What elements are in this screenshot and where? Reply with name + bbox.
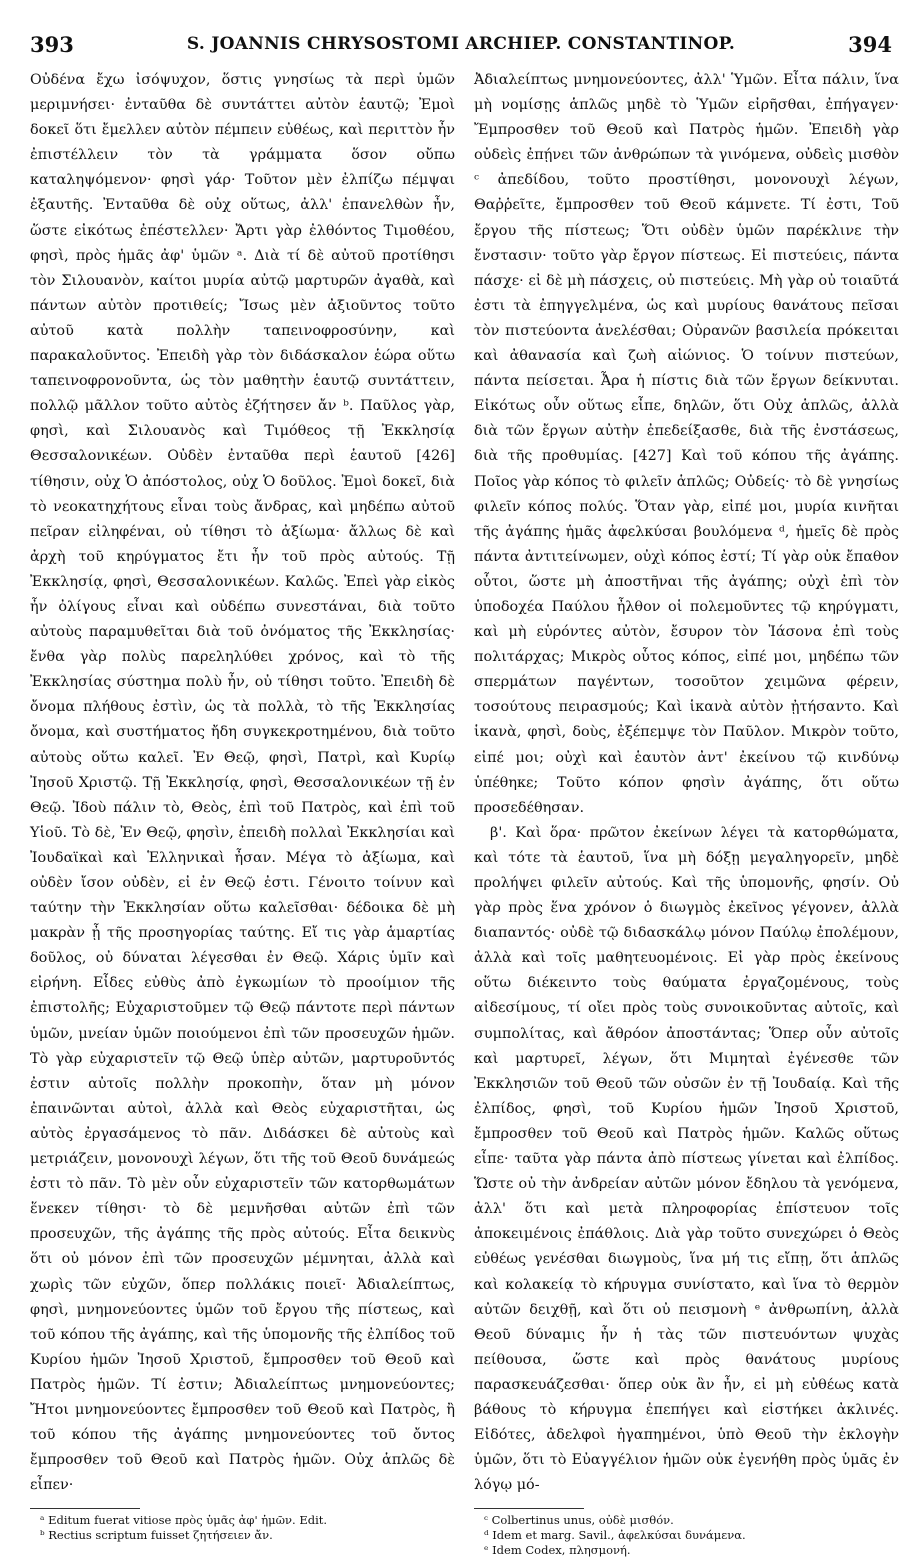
page-number-left: 393 (30, 32, 74, 57)
footnote-b: ᵇ Rectius scriptum fuisset ζητήσειεν ἄν. (40, 1528, 273, 1543)
footnote-divider (30, 1508, 140, 1509)
right-column-paragraph-1: Ἀδιαλείπτως μνημονεύοντες, ἀλλ' Ὑμῶν. Εἶτα πάλιν, ἵνα μὴ νομίσῃς ἁπλῶς μηδὲ τὸ Ὑμῶν εἰρῆσθαι, ἐπήγαγεν· Ἔμπροσθεν τοῦ Θεοῦ καὶ Πατρὸς ἡμῶν. Ἐπειδὴ γὰρ οὐδεὶς ἐπῄνει τῶν ἀνθρώπων τὰ γινόμενα, οὐδεὶς μισθὸν ᶜ ἀπεδίδου, τοῦτο προστίθησι, μονονουχὶ λέγων, Θαῤῥεῖτε, ἔμπροσθεν τοῦ Θεοῦ κάμνετε. Τί ἐστι, Τοῦ ἔργου τῆς πίστεως; Ὅτι οὐδὲν ὑμῶν παρέκλινε τὴν ἔνστασιν· τοῦτο γὰρ ἔργον πίστεως. Εἰ πιστεύεις, πάντα πάσχε· εἰ δὲ μὴ πάσχεις, οὐ πιστεύεις. Μὴ γὰρ οὐ τοιαῦτά ἐστι τὰ ἐπηγγελμένα, ὡς καὶ μυρίους θανάτους πεῖσαι τὸν πιστεύοντα ἀνελέσθαι; Οὐρανῶν βασιλεία πρόκειται καὶ ἀθανασία καὶ ζωὴ αἰώνιος. Ὁ τοίνυν πιστεύων, πάντα πείσεται. Ἆρα ἡ πίστις διὰ τῶν ἔργων δείκνυται. Εἰκότως οὖν οὕτως εἶπε, δηλῶν, ὅτι Οὐχ ἁπλῶς, ἀλλὰ διὰ τῶν ἔργων αὐτὴν ἐπεδείξασθε, διὰ τῆς ἐνστάσεως, διὰ τῆς προθυμίας. [427] Καὶ τοῦ κόπου τῆς ἀγάπης. Ποῖος γὰρ κόπος τὸ φιλεῖν ἁπλῶς; Οὐδείς· τὸ δὲ γνησίως φιλεῖν κόπος πολύς. Ὅταν γὰρ, εἰπέ μοι, μυρία κινῆται τῆς ἀγάπης ἡμᾶς ἀφελκύσαι βουλόμενα ᵈ, ἡμεῖς δὲ πρὸς πάντα ἀντιτείνωμεν, οὐχὶ κόπος ἐστί; Τί γὰρ οὐκ ἔπαθον οὗτοι, ὥστε μὴ ἀποστῆναι τῆς ἀγάπης; οὐχὶ ἐπὶ τὸν ὑποδοχέα Παύλου ἦλθον οἱ πολεμοῦντες τῷ κηρύγματι, καὶ μὴ εὑρόντες αὐτὸν, ἔσυρον τὸν Ἰάσονα ἐπὶ τοὺς πολιτάρχας; Μικρὸς οὗτος κόπος, εἰπέ μοι, μηδέπω τῶν σπερμάτων παγέντων, τοσοῦτον χειμῶνα φέρειν, τοσούτους πειρασμούς; Καὶ ἱκανὰ αὐτὸν ᾐτήσαντο. Καὶ ἱκανὰ, φησὶ, δοὺς, ἐξέπεμψε τὸν Παῦλον. Μικρὸν τοῦτο, εἰπέ μοι; οὐχὶ καὶ ἑαυτὸν ἀντ' ἐκείνου τῷ κινδύνῳ ὑπέθηκε; Τοῦτο κόπον φησὶν ἀγάπης, ὅτι οὕτω προσεδέθησαν. (474, 72, 899, 816)
page-header (30, 30, 892, 62)
left-column-text: Οὐδένα ἔχω ἰσόψυχον, ὅστις γνησίως τὰ περὶ ὑμῶν μεριμνήσει· ἐνταῦθα δὲ συντάττει αὐτὸν ἑαυτῷ; Ἐμοὶ δοκεῖ ὅτι ἔμελλεν αὐτὸν πέμπειν εὐθέως, καὶ περιττὸν ἦν ἐπιστέλλειν τὸν τὰ γράμματα ὅσον οὔπω καταληψόμενον· φησὶ γάρ· Τοῦτον μὲν ἐλπίζω πέμψαι ἐξαυτῆς. Ἐνταῦθα δὲ οὐχ οὕτως, ἀλλ' ἐπανελθὼν ἦν, ὥστε εἰκότως ἐπέστελλεν· Ἄρτι γὰρ ἐλθόντος Τιμοθέου, φησὶ, πρὸς ἡμᾶς ἀφ' ὑμῶν ᵃ. Διὰ τί δὲ αὐτοῦ προτίθησι τὸν Σιλουανὸν, καίτοι μυρία αὐτῷ μαρτυρῶν ἀγαθὰ, καὶ πάντων αὐτὸν προτιθείς; Ἴσως μὲν ἀξιοῦντος τοῦτο αὐτοῦ κατὰ πολλὴν ταπεινοφροσύνην, καὶ παρακαλοῦντος. Ἐπειδὴ γὰρ τὸν διδάσκαλον ἑώρα οὕτω ταπεινοφρονοῦντα, ὡς τὸν μαθητὴν ἑαυτῷ συντάττειν, πολλῷ μᾶλλον τοῦτο αὐτὸς ἐζήτησεν ἄν ᵇ. Παῦλος γὰρ, φησὶ, καὶ Σιλουανὸς καὶ Τιμόθεος τῇ Ἐκκλησίᾳ Θεσσαλονικέων. Οὐδὲν ἐνταῦθα περὶ ἑαυτοῦ [426] τίθησιν, οὐχ Ὁ ἀπόστολος, οὐχ Ὁ δοῦλος. Ἐμοὶ δοκεῖ, διὰ τὸ νεοκατηχήτους εἶναι τοὺς ἄνδρας, καὶ μηδέπω αὐτοῦ πεῖραν εἰληφέναι, οὐ τίθησι τὸ ἀξίωμα· ἄλλως δὲ καὶ ἀρχὴ τοῦ κηρύγματος ἔτι ἦν τοῦ πρὸς αὐτούς. Τῇ Ἐκκλησίᾳ, φησὶ, Θεσσαλονικέων. Καλῶς. Ἐπεὶ γὰρ εἰκὸς ἦν ὀλίγους εἶναι καὶ οὐδέπω συνεστάναι, διὰ τοῦτο αὐτοὺς παραμυθεῖται διὰ τοῦ ὀνόματος τῆς Ἐκκλησίας· ἔνθα γὰρ πολὺς παρεληλύθει χρόνος, καὶ τὸ τῆς Ἐκκλησίας σύστημα πολὺ ἦν, οὐ τίθησι τοῦτο. Ἐπειδὴ δὲ ὄνομα πλήθους ἐστὶν, ὡς τὰ πολλὰ, τὸ τῆς Ἐκκλησίας ὄνομα, καὶ συστήματος ἤδη συγκεκροτημένου, διὰ τοῦτο αὐτοὺς οὕτω καλεῖ. Ἐν Θεῷ, φησὶ, Πατρὶ, καὶ Κυρίῳ Ἰησοῦ Χριστῷ. Τῇ Ἐκκλησίᾳ, φησὶ, Θεσσαλονικέων τῇ ἐν Θεῷ. Ἰδοὺ πάλιν τὸ, Θεὸς, ἐπὶ τοῦ Πατρὸς, καὶ ἐπὶ τοῦ Υἱοῦ. Τὸ δὲ, Ἐν Θεῷ, φησὶν, ἐπειδὴ πολλαὶ Ἐκκλησίαι καὶ Ἰουδαϊκαὶ καὶ Ἑλληνικαὶ ἦσαν. Μέγα τὸ ἀξίωμα, καὶ οὐδὲν ἴσον οὐδὲν, εἰ ἐν Θεῷ ἐστι. Γένοιτο τοίνυν καὶ ταύτην τὴν Ἐκκλησίαν οὕτω καλεῖσθαι· δέδοικα δὲ μὴ μακρὰν ᾖ τῆς προσηγορίας ταύτης. Εἴ τις γὰρ ἁμαρτίας δοῦλος, οὐ δύναται λέγεσθαι ἐν Θεῷ. Χάρις ὑμῖν καὶ εἰρήνη. Εἶδες εὐθὺς ἀπὸ ἐγκωμίων τὸ προοίμιον τῆς ἐπιστολῆς; Εὐχαριστοῦμεν τῷ Θεῷ πάντοτε περὶ πάντων ὑμῶν, μνείαν ὑμῶν ποιούμενοι ἐπὶ τῶν προσευχῶν ἡμῶν. Τὸ γὰρ εὐχαριστεῖν τῷ Θεῷ ὑπὲρ αὐτῶν, μαρτυροῦντός ἐστιν αὐτοῖς πολλὴν προκοπὴν, ὅταν μὴ μόνον ἐπαινῶνται αὐτοὶ, ἀλλὰ καὶ Θεὸς εὐχαριστῆται, ὡς αὐτὸς ἐργασάμενος τὸ πᾶν. Διδάσκει δὲ αὐτοὺς καὶ μετριάζειν, μονονουχὶ λέγων, ὅτι τῆς τοῦ Θεοῦ δυνάμεώς ἐστι τὸ πᾶν. Τὸ μὲν οὖν εὐχαριστεῖν τῶν κατορθωμάτων ἕνεκεν τίθησι· τὸ δὲ μεμνῆσθαι αὐτῶν ἐπὶ τῶν προσευχῶν, τῆς ἀγάπης τῆς πρὸς αὐτούς. Εἶτα δεικνὺς ὅτι οὐ μόνον ἐπὶ τῶν προσευχῶν μέμνηται, ἀλλὰ καὶ χωρὶς τῶν εὐχῶν, ὅπερ πολλάκις ποιεῖ· Ἀδιαλείπτως, φησὶ, μνημονεύοντες ὑμῶν τοῦ ἔργου τῆς πίστεως, καὶ τοῦ κόπου τῆς ἀγάπης, καὶ τῆς ὑπομονῆς τῆς ἐλπίδος τοῦ Κυρίου ἡμῶν Ἰησοῦ Χριστοῦ, ἔμπροσθεν τοῦ Θεοῦ καὶ Πατρὸς ἡμῶν. Τί ἐστιν; Ἀδιαλείπτως μνημονεύοντες; Ἤτοι μνημονεύοντες ἔμπροσθεν τοῦ Θεοῦ καὶ Πατρὸς, ἢ τοῦ κόπου τῆς ἀγάπης μνημονεύοντες τοῦ ὄντος ἔμπροσθεν τοῦ Θεοῦ καὶ Πατρὸς ἡμῶν. Οὐχ ἁπλῶς δὲ εἶπεν· (30, 72, 455, 1494)
footnote-divider (474, 1508, 584, 1509)
left-column (30, 68, 455, 1543)
right-column-paragraph-2: β'. Καὶ ὅρα· πρῶτον ἐκείνων λέγει τὰ κατορθώματα, καὶ τότε τὰ ἑαυτοῦ, ἵνα μὴ δόξῃ μεγαληγορεῖν, μηδὲ προλήψει φιλεῖν αὐτούς. Καὶ τῆς ὑπομονῆς, φησίν. Οὐ γὰρ πρὸς ἕνα χρόνον ὁ διωγμὸς ἐκεῖνος γέγονεν, ἀλλὰ διαπαντός· οὐδὲ τῷ διδασκάλῳ μόνον Παύλῳ ἐπολέμουν, ἀλλὰ καὶ τοῖς μαθητευομένοις. Εἰ γὰρ πρὸς ἐκείνους οὕτω διέκειντο τοὺς θαύματα ἐργαζομένους, τοὺς αἰδεσίμους, τί οἴει πρὸς τοὺς συνοικοῦντας αὐτοῖς, καὶ συμπολίτας, καὶ ἄθρόον ἀποστάντας; Ὅπερ οὖν αὐτοῖς καὶ μαρτυρεῖ, λέγων, ὅτι Μιμηταὶ ἐγένεσθε τῶν Ἐκκλησιῶν τοῦ Θεοῦ τῶν οὐσῶν ἐν τῇ Ἰουδαίᾳ. Καὶ τῆς ἐλπίδος, φησὶ, τοῦ Κυρίου ἡμῶν Ἰησοῦ Χριστοῦ, ἔμπροσθεν τοῦ Θεοῦ καὶ Πατρὸς ἡμῶν. Καλῶς οὕτως εἶπε· ταῦτα γὰρ πάντα ἀπὸ πίστεως γίνεται καὶ ἐλπίδος. Ὥστε οὐ τὴν ἀνδρείαν αὐτῶν μόνον ἔδηλου τὰ γενόμενα, ἀλλ' ὅτι καὶ μετὰ πληροφορίας ἐπίστευον τοῖς ἀποκειμένοις ἐπάθλοις. Διὰ γὰρ τοῦτο συνεχώρει ὁ Θεὸς εὐθέως γενέσθαι διωγμοὺς, ἵνα μή τις εἴπῃ, ὅτι ἁπλῶς καὶ κολακείᾳ τὸ κήρυγμα συνίστατο, καὶ ἵνα τὸ θερμὸν αὐτῶν δειχθῇ, καὶ ὅτι οὐ πεισμονὴ ᵉ ἀνθρωπίνη, ἀλλὰ Θεοῦ δύναμις ἦν ἡ τὰς τῶν πιστευόντων ψυχὰς πείθουσα, ὥστε καὶ πρὸς θανάτους μυρίους παρασκευάζεσθαι· ὅπερ οὐκ ἂν ἦν, εἰ μὴ εὐθέως κατὰ βάθους τὸ κήρυγμα ἐπεπήγει καὶ εἱστήκει ἀκλινές. Εἰδότες, ἀδελφοὶ ἠγαπημένοι, ὑπὸ Θεοῦ τὴν ἐκλογὴν ὑμῶν, ὅτι τὸ Εὐαγγέλιον ἡμῶν οὐκ ἐγενήθη πρὸς ὑμᾶς ἐν λόγῳ μό- (474, 824, 899, 1494)
footnote-e: ᵉ Idem Codex, πλησμονή. (484, 1543, 631, 1558)
page-number-right: 394 (848, 32, 892, 57)
footnote-a: ᵃ Editum fuerat vitiose πρὸς ὑμᾶς ἀφ' ἡμῶν. Edit. (40, 1513, 328, 1528)
right-column (474, 68, 899, 1558)
footnote-d: ᵈ Idem et marg. Savil., ἀφελκύσαι δυνάμενα. (484, 1528, 746, 1543)
running-title: S. JOANNIS CHRYSOSTOMI ARCHIEP. CONSTANTINOP. (186, 34, 736, 54)
footnote-c: ᶜ Colbertinus unus, οὐδὲ μισθόν. (484, 1513, 674, 1528)
